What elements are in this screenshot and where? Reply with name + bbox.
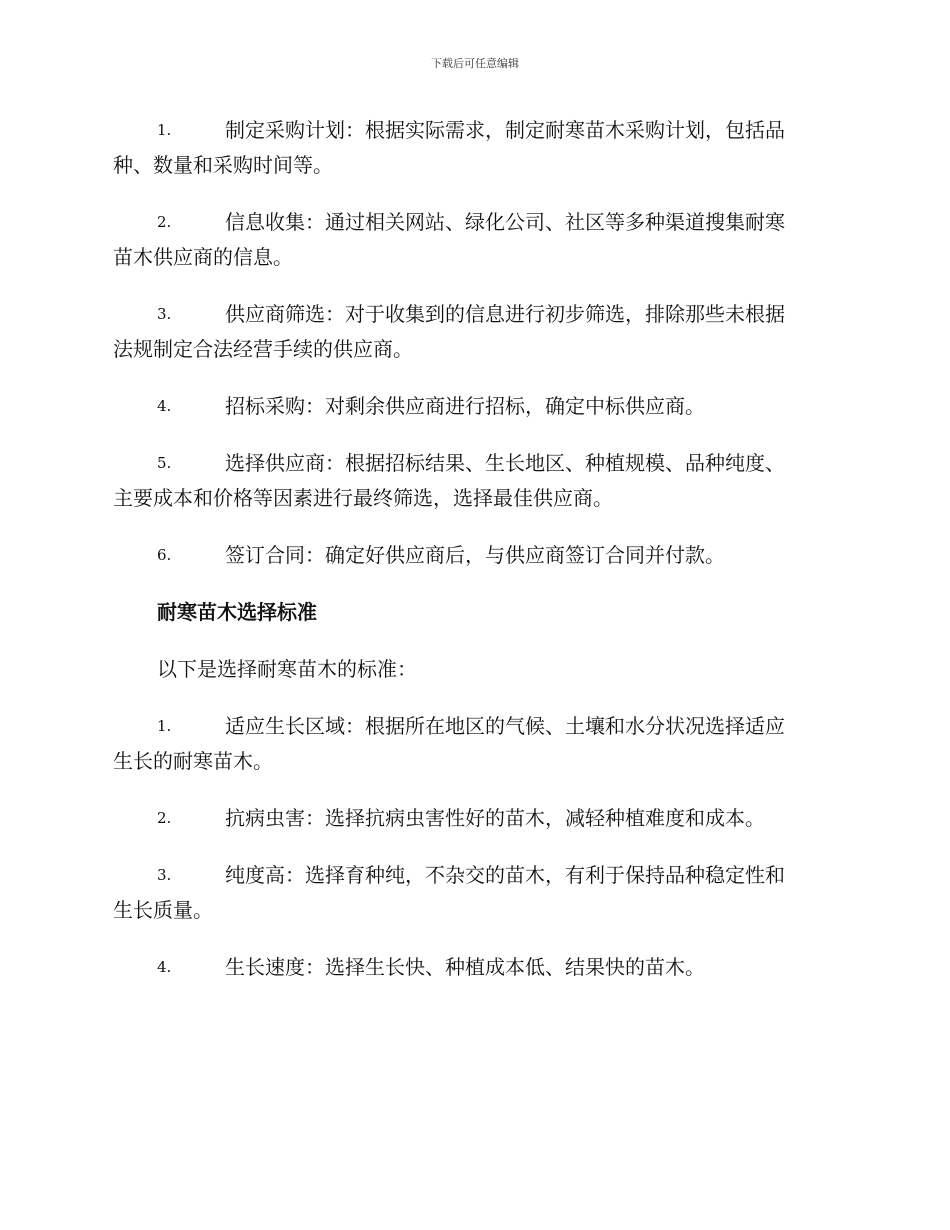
item-text-continued: 生长的耐寒苗木。	[113, 749, 273, 773]
list-item	[113, 205, 835, 275]
list-item	[113, 538, 835, 573]
list-item	[113, 801, 835, 836]
list-item	[113, 709, 835, 779]
item-text-continued: 生长质量。	[113, 898, 213, 922]
item-number: 3.	[157, 866, 172, 884]
item-text-continued: 法规制定合法经营手续的供应商。	[113, 337, 413, 361]
item-text-continued: 种、数量和采购时间等。	[113, 153, 333, 177]
item-text: 纯度高：选择育种纯，不杂交的苗木，有利于保持品种稳定性和	[225, 863, 785, 887]
item-number: 3.	[157, 305, 172, 323]
item-text: 生长速度：选择生长快、种植成本低、结果快的苗木。	[225, 955, 705, 979]
item-number: 1.	[157, 717, 172, 735]
item-text: 招标采购：对剩余供应商进行招标，确定中标供应商。	[225, 394, 705, 418]
item-text-continued: 主要成本和价格等因素进行最终筛选，选择最佳供应商。	[113, 486, 613, 510]
item-text: 抗病虫害：选择抗病虫害性好的苗木，减轻种植难度和成本。	[225, 806, 765, 830]
item-number: 4.	[157, 397, 172, 415]
item-number: 1.	[157, 121, 172, 139]
item-text-continued: 苗木供应商的信息。	[113, 245, 293, 269]
list-item	[113, 113, 835, 183]
document-body	[113, 113, 835, 1007]
item-number: 6.	[157, 546, 172, 564]
intro-paragraph: 以下是选择耐寒苗木的标准：	[157, 657, 417, 681]
item-number: 4.	[157, 958, 172, 976]
list-item	[113, 950, 835, 985]
item-number: 2.	[157, 213, 172, 231]
item-text: 供应商筛选：对于收集到的信息进行初步筛选，排除那些未根据	[225, 302, 785, 326]
section-heading: 耐寒苗木选择标准	[157, 600, 317, 624]
list-item	[113, 297, 835, 367]
list-item	[113, 446, 835, 516]
item-text: 制定采购计划：根据实际需求，制定耐寒苗木采购计划，包括品	[225, 118, 785, 142]
list-item	[113, 858, 835, 928]
item-text: 适应生长区域：根据所在地区的气候、土壤和水分状况选择适应	[225, 714, 785, 738]
item-text: 选择供应商：根据招标结果、生长地区、种植规模、品种纯度、	[225, 451, 785, 475]
item-number: 2.	[157, 809, 172, 827]
list-item	[113, 389, 835, 424]
page-header: 下载后可任意编辑	[431, 57, 519, 70]
item-text: 签订合同：确定好供应商后，与供应商签订合同并付款。	[225, 543, 725, 567]
item-text: 信息收集：通过相关网站、绿化公司、社区等多种渠道搜集耐寒	[225, 210, 785, 234]
item-number: 5.	[157, 454, 172, 472]
